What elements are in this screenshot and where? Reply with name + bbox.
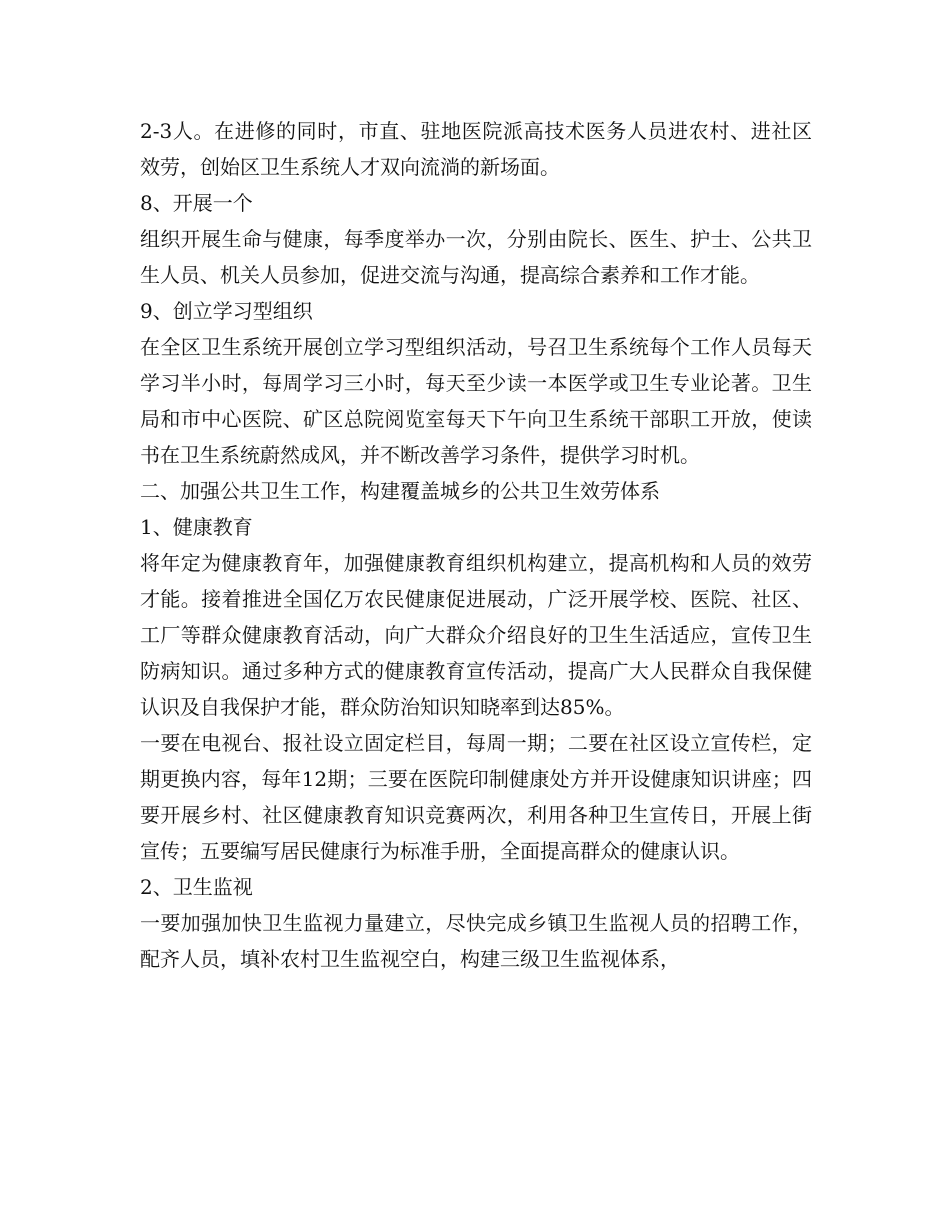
section-heading-8: 8、开展一个	[140, 191, 253, 215]
paragraph-2: 组织开展生命与健康，每季度举办一次，分别由院长、医生、护士、公共卫生人员、机关人员参加，促进交流与沟通，提高综合素养和工作才能。	[140, 227, 812, 287]
paragraph-5: 一要在电视台、报社设立固定栏目，每周一期；二要在社区设立宣传栏，定期更换内容，每年12期；三要在医院印制健康处方并开设健康知识讲座；四要开展乡村、社区健康教育知识竞赛两次，利用各种卫生宣传日，开展上街宣传；五要编写居民健康行为标准手册，全面提高群众的健康认识。	[140, 731, 812, 863]
chapter-heading-2: 二、加强公共卫生工作，构建覆盖城乡的公共卫生效劳体系	[140, 479, 660, 503]
section-heading-9: 9、创立学习型组织	[140, 299, 313, 323]
section-heading-health-supervision: 2、卫生监视	[140, 875, 253, 899]
paragraph-1: 2-3人。在进修的同时，市直、驻地医院派高技术医务人员进农村、进社区效劳，创始区卫生系统人才双向流淌的新场面。	[140, 119, 812, 179]
paragraph-6: 一要加强加快卫生监视力量建立，尽快完成乡镇卫生监视人员的招聘工作，配齐人员，填补农村卫生监视空白，构建三级卫生监视体系，	[140, 911, 812, 971]
paragraph-4: 将年定为健康教育年，加强健康教育组织机构建立，提高机构和人员的效劳才能。接着推进全国亿万农民健康促进展动，广泛开展学校、医院、社区、工厂等群众健康教育活动，向广大群众介绍良好的卫生生活适应，宣传卫生防病知识。通过多种方式的健康教育宣传活动，提高广大人民群众自我保健认识及自我保护才能，群众防治知识知晓率到达85%。	[140, 551, 812, 719]
paragraph-3: 在全区卫生系统开展创立学习型组织活动，号召卫生系统每个工作人员每天学习半小时，每周学习三小时，每天至少读一本医学或卫生专业论著。卫生局和市中心医院、矿区总院阅览室每天下午向卫生系统干部职工开放，使读书在卫生系统蔚然成风，并不断改善学习条件，提供学习时机。	[140, 335, 812, 467]
document-page	[140, 113, 812, 977]
section-heading-health-education: 1、健康教育	[140, 515, 253, 539]
